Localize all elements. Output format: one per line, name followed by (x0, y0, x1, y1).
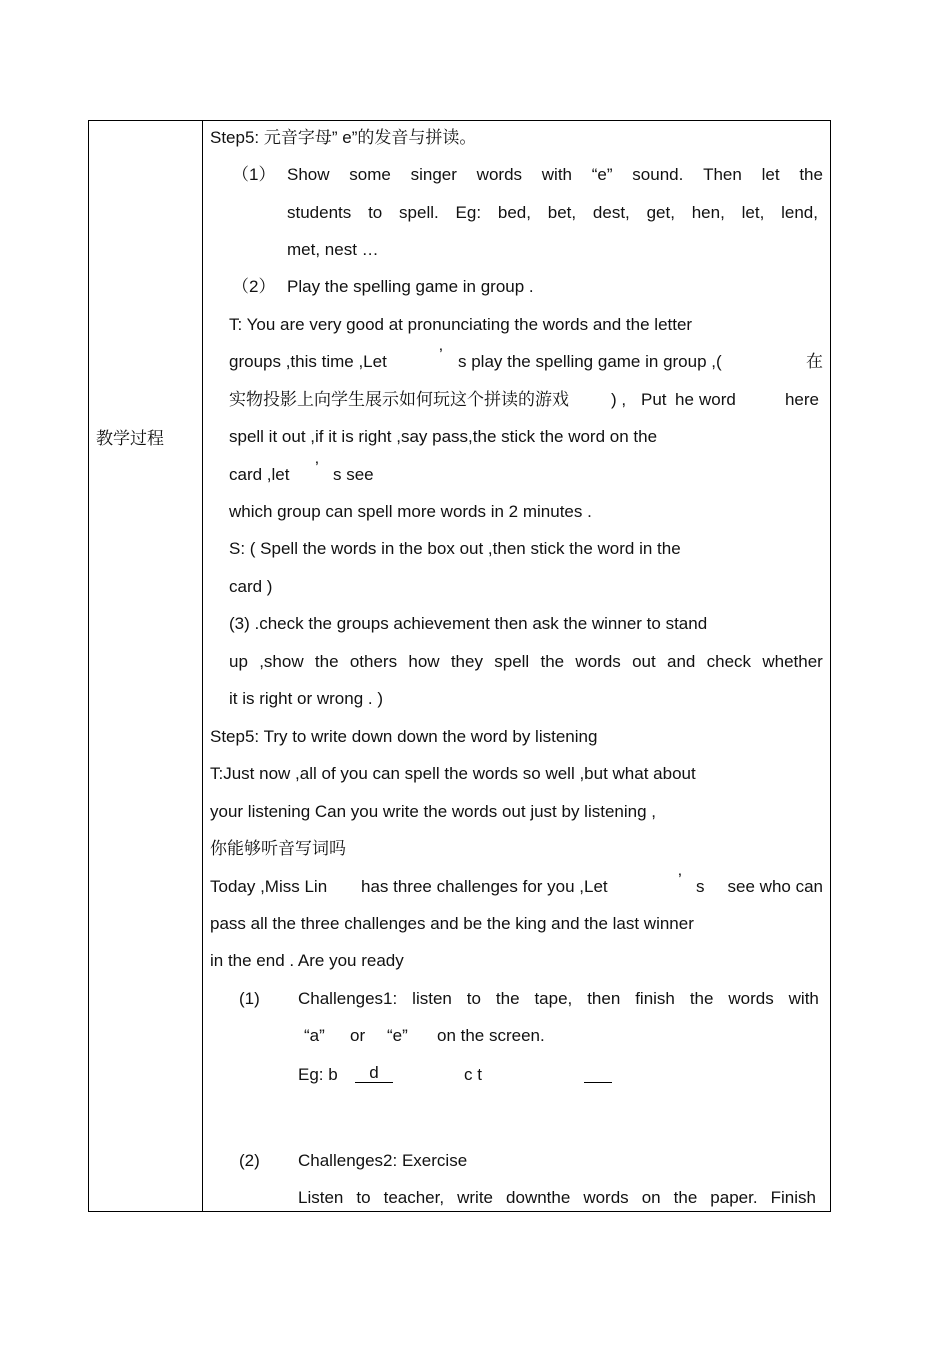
item1-line2: students to spell. Eg: bed, bet, dest, get, hen, let, lend, (287, 203, 818, 222)
step5b-line2: your listening Can you write the words out just by listening , (210, 802, 657, 821)
item3-line1: (3) .check the groups achievement then ask the winner to stand (229, 614, 708, 633)
step5b-line5: pass all the three challenges and be the king and the last winner (210, 914, 694, 933)
step5b-heading: Step5: Try to write down down the word by listening (210, 727, 598, 746)
step5b-line6: in the end . Are you ready (210, 951, 404, 970)
challenge2-line1: Listen to teacher, write downthe words on the paper. Finish (298, 1188, 816, 1207)
challenge1-number: (1) (239, 989, 260, 1008)
item2-number: （2） (232, 277, 276, 296)
student-line2: card ) (229, 577, 273, 596)
item1-line1: Show some singer words with “e” sound. Then let the (287, 165, 823, 184)
item1-number: （1） (232, 165, 276, 184)
step5b-line1: T:Just now ,all of you can spell the words so well ,but what about (210, 764, 696, 783)
item2-text: Play the spelling game in group . (287, 277, 534, 296)
challenge1-line1: Challenges1: listen to the tape, then finish the words with (298, 989, 819, 1008)
challenge2-title: Challenges2: Exercise (298, 1151, 468, 1170)
step5b-line3: 你能够听音写词吗 (210, 839, 346, 858)
challenge2-number: (2) (239, 1151, 260, 1170)
item3-line3: it is right or wrong . ) (229, 689, 383, 708)
step5-heading: Step5: 元音字母” e”的发音与拼读。 (210, 128, 477, 147)
student-line1: S: ( Spell the words in the box out ,then stick the word in the (229, 539, 681, 558)
teacher-line4: spell it out ,if it is right ,say pass,the stick the word on the (229, 427, 658, 446)
example-blank-1: d (355, 1064, 393, 1083)
column-divider (202, 121, 203, 1211)
lesson-table: 教学过程 Step5: 元音字母” e”的发音与拼读。 （1） Show some singer words with “e” sound. Then let the students to spell. Eg: bed, bet, dest, get, hen, let, lend, met, nest … （2） Play the spelling game in group . T: You are very good at pronunciating the words and the letter groups ,this time ,Let ’ s play the spelling game in group ,( 在 实物投影上向学生展示如何玩这个拼读的游戏 ) , Put he word here spell it out ,if it is right ,say pass,the stick the word on the card ,let ’ s see which group can spell more words in 2 minutes . S: ( Spell the words in the box out ,then stick the word in the card ) (3) .check the groups achievement then ask the winner to stand up ,show the others how they spell the words out and check whether it is right or wrong . ) Step5: Try to write down down the word by listening T:Just now ,all of you can spell the words so well ,but what about your listening Can you write the words out just by listening , 你能够听音写词吗 Today ,Miss Lin has three challenges for you ,Let ’ s see who can pass all the three challenges and be the king and the last winner in the end . Are you ready (1) Challenges1: listen to the tape, then finish the words with “a” or “e” on the screen. Eg: b d c t (2) Challenges2: Exercise Listen to teacher, write downthe words on the paper. Finish (88, 120, 831, 1212)
item1-line3: met, nest … (287, 240, 379, 259)
example-blank-2 (584, 1064, 612, 1083)
row-label: 教学过程 (96, 429, 164, 448)
teacher-line6: which group can spell more words in 2 minutes . (229, 502, 592, 521)
teacher-line1: T: You are very good at pronunciating the words and the letter (229, 315, 693, 334)
item3-line2: up ,show the others how they spell the words out and check whether (229, 652, 823, 671)
